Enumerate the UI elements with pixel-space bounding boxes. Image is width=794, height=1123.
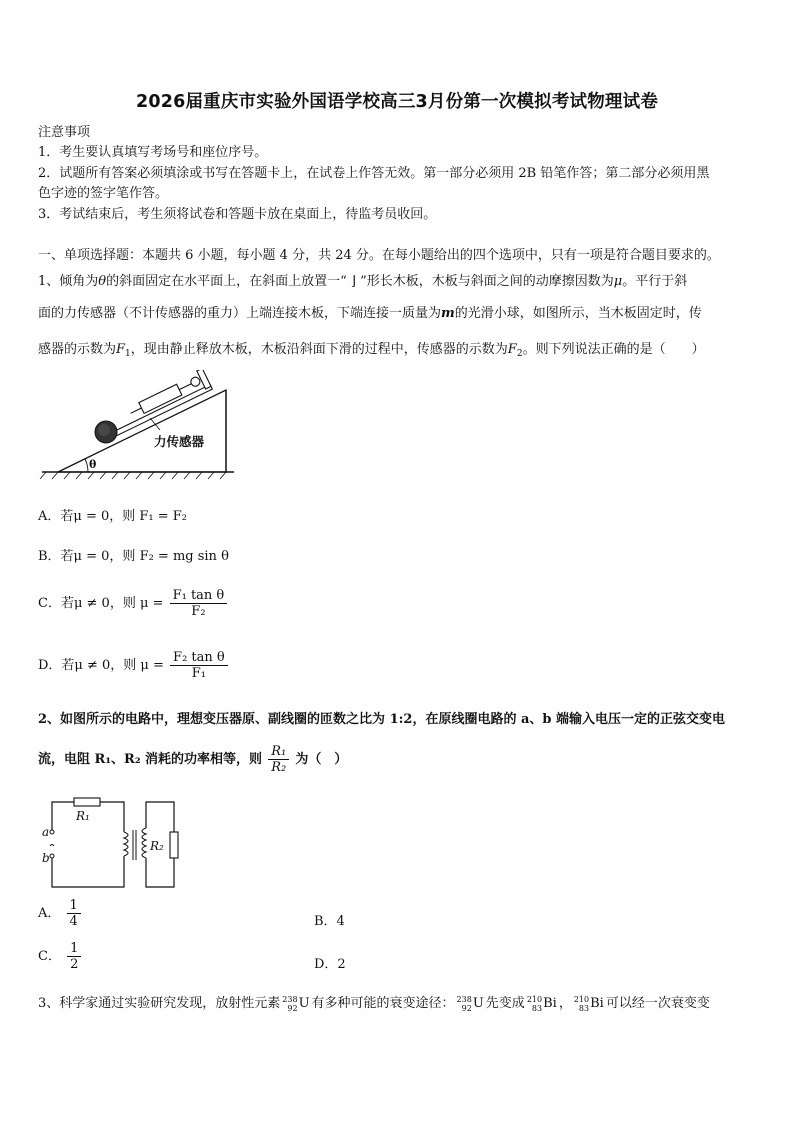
q1-text: 感器的示数为 bbox=[38, 342, 117, 357]
q1-text: 的光滑小球，如图所示，当木板固定时，传 bbox=[454, 306, 702, 321]
q2-line-2 bbox=[38, 744, 347, 775]
notice-item-1: 1．考生要认真填写考场号和座位序号。 bbox=[38, 145, 268, 160]
q3-text: ， bbox=[558, 996, 572, 1011]
resistance-ratio: $\frac{\text{R₁}}{\text{R₂}}$ bbox=[268, 744, 289, 775]
q1-text: 1、倾角为 bbox=[38, 274, 99, 289]
mu-symbol: μ bbox=[613, 274, 623, 289]
terminal-b-label: b bbox=[42, 851, 50, 865]
notice-heading: 注意事项 bbox=[38, 125, 91, 140]
section-heading: 一、单项选择题：本题共 6 小题，每小题 4 分，共 24 分。在每小题给出的四个选项中，只有一项是符合题目要求的。 bbox=[38, 248, 720, 263]
secondary-loop-bottom bbox=[146, 858, 174, 887]
q1-option-d[interactable] bbox=[38, 650, 230, 681]
notice-item-2-cont: 色字迹的签字笔作答。 bbox=[38, 186, 169, 201]
q2-text: 为（ ） bbox=[295, 752, 348, 767]
option-d-fraction: $\frac{\text{F₂ tan θ}}{\text{F₁}}$ bbox=[170, 650, 228, 681]
primary-coil bbox=[124, 832, 128, 856]
theta-symbol: θ bbox=[98, 274, 107, 289]
q1-line-1 bbox=[38, 270, 687, 289]
q3-text: 先变成 bbox=[485, 996, 525, 1011]
q1-text: ，现由静止释放木板，木板沿斜面下滑的过程中，传感器的示数为 bbox=[130, 342, 508, 357]
notice-item-2: 2．试题所有答案必须填涂或书写在答题卡上，在试卷上作答无效。第一部分必须用 2B 铅笔作答；第二部分必须用黑 bbox=[38, 166, 710, 181]
page-title: 2026届重庆市实验外国语学校高三3月份第一次模拟考试物理试卷 bbox=[135, 92, 659, 112]
q2-line-1: 2、如图所示的电路中，理想变压器原、副线圈的匝数之比为 1:2，在原线圈电路的 a、b 端输入电压一定的正弦交变电 bbox=[38, 712, 726, 727]
q1-option-a[interactable]: A．若μ = 0，则 F₁ = F₂ bbox=[38, 509, 188, 524]
r1-label: R₁ bbox=[76, 809, 90, 823]
terminal-a-label: a bbox=[42, 825, 50, 839]
q1-option-c[interactable] bbox=[38, 588, 229, 619]
angle-label: θ bbox=[89, 458, 97, 471]
q3-text: 可以经一次衰变变 bbox=[605, 996, 710, 1011]
f1-symbol: F bbox=[116, 342, 126, 357]
q1-option-b[interactable]: B．若μ = 0，则 F₂ = mg sin θ bbox=[38, 549, 229, 564]
q3-text: 3、科学家通过实验研究发现，放射性元素 bbox=[38, 996, 281, 1011]
q2-option-b[interactable]: B．4 bbox=[314, 914, 345, 929]
r2-label: R₂ bbox=[150, 839, 164, 853]
option-d-prefix: D．若μ ≠ 0，则 μ = bbox=[38, 658, 164, 673]
mass-symbol: m bbox=[441, 306, 455, 321]
secondary-loop-top bbox=[146, 802, 174, 832]
angle-arc bbox=[85, 459, 88, 472]
option-c-fraction: $\frac{\text{F₁ tan θ}}{\text{F₂}}$ bbox=[170, 588, 228, 619]
q1-text: 。平行于斜 bbox=[622, 274, 688, 289]
sensor-label: 力传感器 bbox=[154, 434, 205, 449]
ac-source-icon bbox=[50, 845, 54, 847]
q2-option-c[interactable] bbox=[38, 941, 83, 972]
resistor-r1 bbox=[74, 798, 100, 806]
option-a-fraction: $\frac{1}{4}$ bbox=[67, 898, 81, 929]
option-a-prefix: A． bbox=[38, 906, 61, 921]
resistor-r2 bbox=[170, 832, 178, 858]
f1-subscript: 1 bbox=[125, 349, 131, 359]
q2-option-d[interactable]: D．2 bbox=[314, 957, 346, 972]
terminal-b bbox=[50, 854, 54, 858]
secondary-coil bbox=[142, 828, 146, 858]
option-c-prefix: C．若μ ≠ 0，则 μ = bbox=[38, 596, 164, 611]
terminal-a bbox=[50, 830, 54, 834]
transformer-circuit bbox=[36, 792, 196, 892]
q1-text: 面的力传感器（不计传感器的重力）上端连接木板，下端连接一质量为 bbox=[38, 306, 442, 321]
primary-loop-bottom bbox=[52, 856, 124, 887]
ground-hatch bbox=[40, 472, 226, 479]
bismuth-nuclide: 210 83 Bi bbox=[526, 994, 557, 1013]
label-pointer bbox=[150, 418, 160, 430]
notice-item-3: 3．考试结束后，考生须将试卷和答题卡放在桌面上，待监考员收回。 bbox=[38, 207, 437, 222]
q2-text: 流，电阻 R₁、R₂ 消耗的功率相等，则 bbox=[38, 752, 263, 767]
option-c-fraction: $\frac{1}{2}$ bbox=[67, 941, 81, 972]
q1-line-3 bbox=[38, 338, 705, 359]
incline-figure bbox=[38, 370, 238, 482]
q1-text: 的斜面固定在水平面上，在斜面上放置一“ ⌋ ”形长木板，木板与斜面之间的动摩擦因数为 bbox=[106, 274, 614, 289]
q1-text: 。则下列说法正确的是（ ） bbox=[522, 342, 705, 357]
bismuth-nuclide-2: 210 83 Bi bbox=[573, 994, 604, 1013]
q3-line-1 bbox=[38, 992, 710, 1013]
q3-text: 有多种可能的衰变途径： bbox=[311, 996, 455, 1011]
f2-subscript: 2 bbox=[516, 349, 523, 359]
uranium-nuclide: 238 92 U bbox=[282, 994, 310, 1013]
q1-line-2 bbox=[38, 302, 702, 321]
f2-symbol: F bbox=[507, 342, 517, 357]
q2-option-a[interactable] bbox=[38, 898, 83, 929]
uranium-nuclide-2: 238 92 U bbox=[456, 994, 484, 1013]
option-c-prefix: C． bbox=[38, 949, 61, 964]
